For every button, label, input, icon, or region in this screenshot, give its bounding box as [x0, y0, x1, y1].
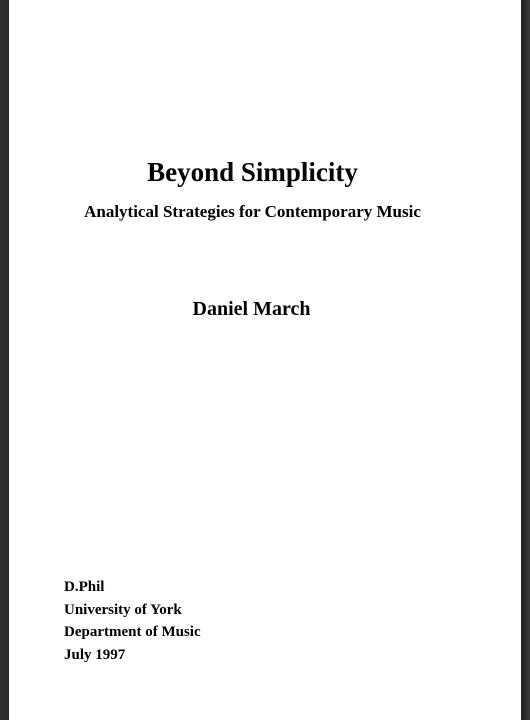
department-line: Department of Music [64, 624, 201, 640]
submission-details [64, 576, 201, 666]
document-page [9, 0, 521, 720]
thesis-title: Beyond Simplicity [147, 157, 358, 187]
thesis-subtitle: Analytical Strategies for Contemporary Music [84, 202, 421, 221]
degree-line: D.Phil [64, 579, 105, 595]
date-line: July 1997 [64, 646, 126, 663]
university-line: University of York [64, 601, 182, 618]
viewer-gutter [521, 0, 530, 720]
author-name: Daniel March [192, 298, 311, 320]
